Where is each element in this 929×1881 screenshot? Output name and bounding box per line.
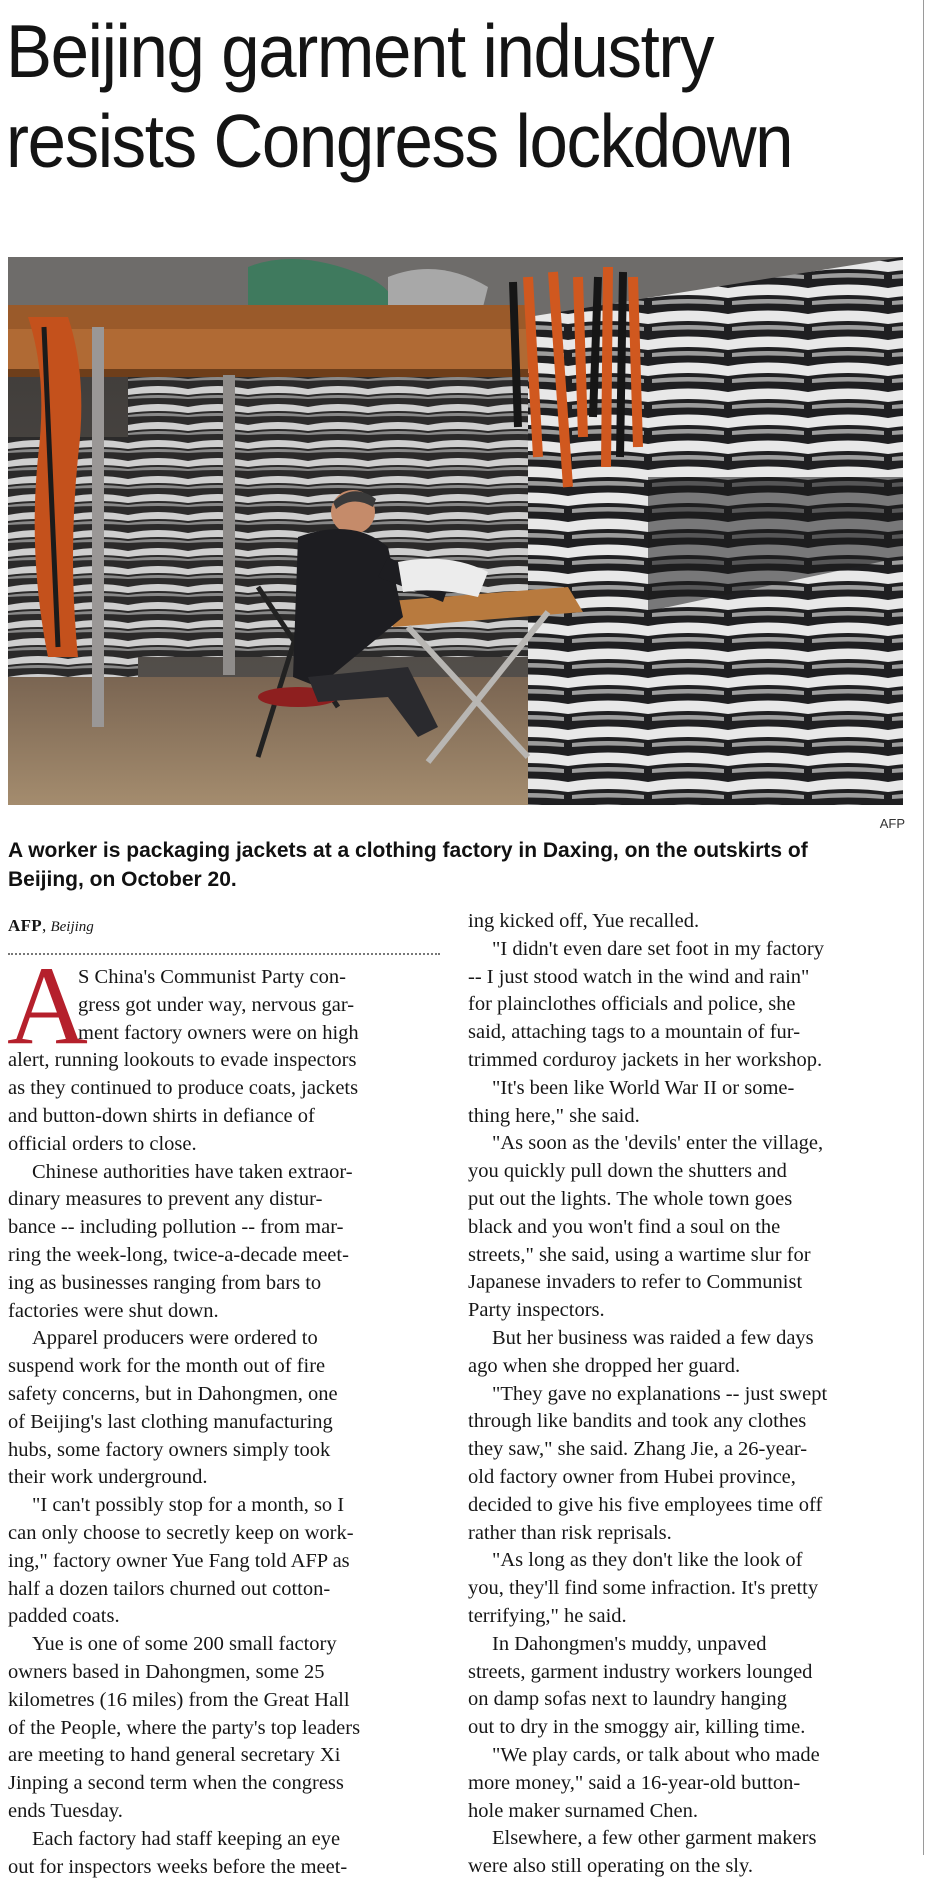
article-line: bance -- including pollution -- from mar- — [8, 1214, 440, 1242]
photo-credit: AFP — [860, 816, 905, 831]
article-line: out to dry in the smoggy air, killing time. — [468, 1714, 908, 1742]
article-column-2 — [468, 908, 908, 1881]
article-line: ends Tuesday. — [8, 1798, 440, 1826]
article-line: kilometres (16 miles) from the Great Hall — [8, 1687, 440, 1715]
article-line: ing as businesses ranging from bars to — [8, 1270, 440, 1298]
article-line: are meeting to hand general secretary Xi — [8, 1742, 440, 1770]
article-line: hubs, some factory owners simply took — [8, 1437, 440, 1465]
article-line: "I didn't even dare set foot in my factory — [468, 936, 908, 964]
article-line: they saw," she said. Zhang Jie, a 26-year- — [468, 1436, 908, 1464]
article-line: thing here," she said. — [468, 1103, 908, 1131]
article-column-1 — [8, 964, 440, 1881]
article-line: streets, garment industry workers lounged — [468, 1659, 908, 1687]
headline-line-2: resists Congress lockdown — [6, 96, 845, 186]
article-line: through like bandits and took any clothes — [468, 1408, 908, 1436]
article-line: -- I just stood watch in the wind and rain" — [468, 964, 908, 992]
article-line: said, attaching tags to a mountain of fur- — [468, 1019, 908, 1047]
article-line: gress got under way, nervous gar- — [8, 992, 440, 1020]
article-line: Jinping a second term when the congress — [8, 1770, 440, 1798]
article-line: black and you won't find a soul on the — [468, 1214, 908, 1242]
article-line: Apparel producers were ordered to — [8, 1325, 440, 1353]
article-line: But her business was raided a few days — [468, 1325, 908, 1353]
caption-line-2: Beijing, on October 20. — [8, 868, 237, 891]
article-line: Yue is one of some 200 small factory — [8, 1631, 440, 1659]
article-line: you, they'll find some infraction. It's pretty — [468, 1575, 908, 1603]
article-line: "I can't possibly stop for a month, so I — [8, 1492, 440, 1520]
byline-location: Beijing — [50, 919, 93, 935]
dropcap-block — [8, 964, 440, 1047]
page-edge-rule — [923, 0, 924, 1855]
article-line: their work underground. — [8, 1464, 440, 1492]
article-line: "We play cards, or talk about who made — [468, 1742, 908, 1770]
article-line: ago when she dropped her guard. — [468, 1353, 908, 1381]
article-line: on damp sofas next to laundry hanging — [468, 1686, 908, 1714]
article-line: of the People, where the party's top leaders — [8, 1715, 440, 1743]
article-line: padded coats. — [8, 1603, 440, 1631]
photo-caption — [8, 836, 888, 894]
article-line: ing kicked off, Yue recalled. — [468, 908, 908, 936]
article-line: safety concerns, but in Dahongmen, one — [8, 1381, 440, 1409]
article-line: out for inspectors weeks before the meet- — [8, 1854, 440, 1881]
article-line: rather than risk reprisals. — [468, 1520, 908, 1548]
dropcap-letter: A — [7, 958, 88, 1054]
article-line: of Beijing's last clothing manufacturing — [8, 1409, 440, 1437]
article-line: S China's Communist Party con- — [8, 964, 440, 992]
article-line: can only choose to secretly keep on work- — [8, 1520, 440, 1548]
article-line: "As long as they don't like the look of — [468, 1547, 908, 1575]
factory-scene-illustration — [8, 257, 903, 805]
article-line: terrifying," he said. — [468, 1603, 908, 1631]
article-line: owners based in Dahongmen, some 25 — [8, 1659, 440, 1687]
article-line: dinary measures to prevent any distur- — [8, 1186, 440, 1214]
article-line: ring the week-long, twice-a-decade meet- — [8, 1242, 440, 1270]
article-line: "It's been like World War II or some- — [468, 1075, 908, 1103]
byline-separator: , — [42, 916, 51, 935]
article-line: were also still operating on the sly. — [468, 1853, 908, 1881]
article-line: more money," said a 16-year-old button- — [468, 1770, 908, 1798]
headline-line-1: Beijing garment industry — [6, 6, 845, 96]
article-line: Japanese invaders to refer to Communist — [468, 1269, 908, 1297]
article-line: old factory owner from Hubei province, — [468, 1464, 908, 1492]
article-line: Each factory had staff keeping an eye — [8, 1826, 440, 1854]
article-line: In Dahongmen's muddy, unpaved — [468, 1631, 908, 1659]
article-line: ing," factory owner Yue Fang told AFP as — [8, 1548, 440, 1576]
article-line: and button-down shirts in defiance of — [8, 1103, 440, 1131]
article-line: put out the lights. The whole town goes — [468, 1186, 908, 1214]
headline — [6, 6, 845, 186]
factory-worker-photo — [8, 257, 903, 805]
article-line: Elsewhere, a few other garment makers — [468, 1825, 908, 1853]
article-line: "They gave no explanations -- just swept — [468, 1381, 908, 1409]
caption-line-1: A worker is packaging jackets at a clothing factory in Daxing, on the outskirts of — [8, 839, 808, 862]
article-line: factories were shut down. — [8, 1298, 440, 1326]
article-line: decided to give his five employees time off — [468, 1492, 908, 1520]
article-line: suspend work for the month out of fire — [8, 1353, 440, 1381]
article-line: alert, running lookouts to evade inspectors — [8, 1047, 440, 1075]
article-line: half a dozen tailors churned out cotton- — [8, 1576, 440, 1604]
byline-agency: AFP — [8, 916, 42, 935]
article-line: streets," she said, using a wartime slur for — [468, 1242, 908, 1270]
article-line: for plainclothes officials and police, she — [468, 991, 908, 1019]
article-line: Chinese authorities have taken extraor- — [8, 1159, 440, 1187]
article-line: "As soon as the 'devils' enter the village, — [468, 1130, 908, 1158]
article-line: hole maker surnamed Chen. — [468, 1798, 908, 1826]
article-line: you quickly pull down the shutters and — [468, 1158, 908, 1186]
article-line: Party inspectors. — [468, 1297, 908, 1325]
article-line: trimmed corduroy jackets in her workshop. — [468, 1047, 908, 1075]
article-line: as they continued to produce coats, jackets — [8, 1075, 440, 1103]
article-line: ment factory owners were on high — [8, 1020, 440, 1048]
article-line: official orders to close. — [8, 1131, 440, 1159]
byline — [8, 915, 438, 938]
